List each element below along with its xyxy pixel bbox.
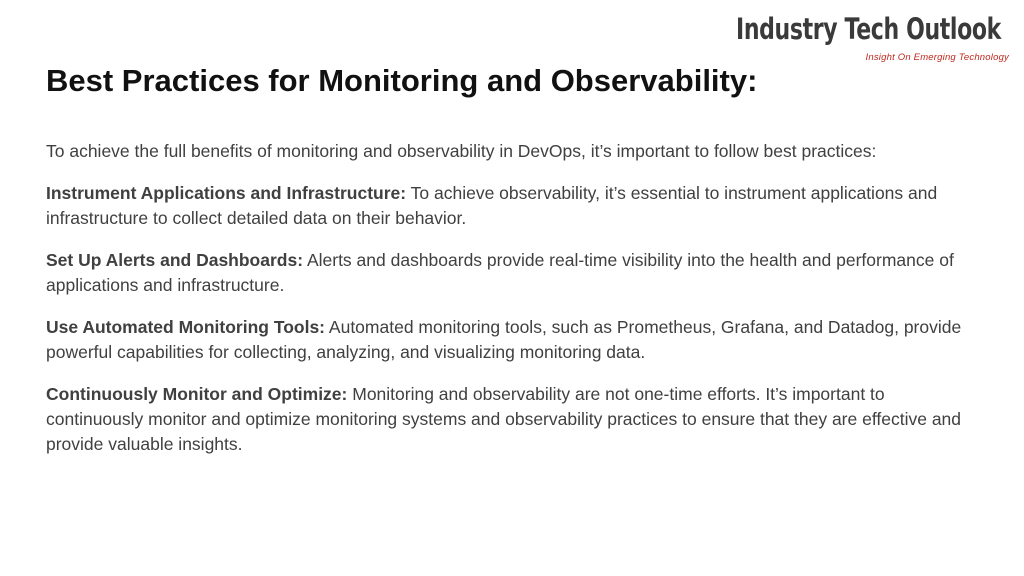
practice-term: Use Automated Monitoring Tools:: [46, 317, 326, 337]
intro-paragraph: To achieve the full benefits of monitoring and observability in DevOps, it’s important to follow best practices:: [46, 141, 877, 161]
practice-description: Alerts and dashboards provide real-time visibility into the health and performance of applications and infrastructure.: [46, 250, 954, 295]
practice-description: Monitoring and observability are not one-time efforts. It’s important to continuously monitor and optimize monitoring systems and observability practices to ensure that they are effective and provide valuable insights.: [46, 384, 962, 454]
practice-item-alerts: [46, 248, 986, 298]
practice-term: Set Up Alerts and Dashboards:: [46, 250, 304, 270]
brand-logo: [736, 12, 1012, 68]
practice-term: Instrument Applications and Infrastructure:: [46, 183, 407, 203]
logo-tagline: Insight On Emerging Technology: [865, 52, 1009, 63]
practice-item-automated-tools: [46, 315, 986, 365]
slide-content: [46, 139, 986, 474]
practice-item-continuous: [46, 382, 986, 457]
practice-description: Automated monitoring tools, such as Prometheus, Grafana, and Datadog, provide powerful capabilities for collecting, analyzing, and visualizing monitoring data.: [46, 317, 962, 362]
practice-term: Continuously Monitor and Optimize:: [46, 384, 348, 404]
practice-item-instrument: [46, 181, 986, 231]
logo-title: Industry Tech Outlook: [736, 12, 1001, 46]
slide-title: Best Practices for Monitoring and Observability:: [46, 63, 758, 98]
practice-description: To achieve observability, it’s essential to instrument applications and infrastructure to collect detailed data on their behavior.: [46, 183, 938, 228]
